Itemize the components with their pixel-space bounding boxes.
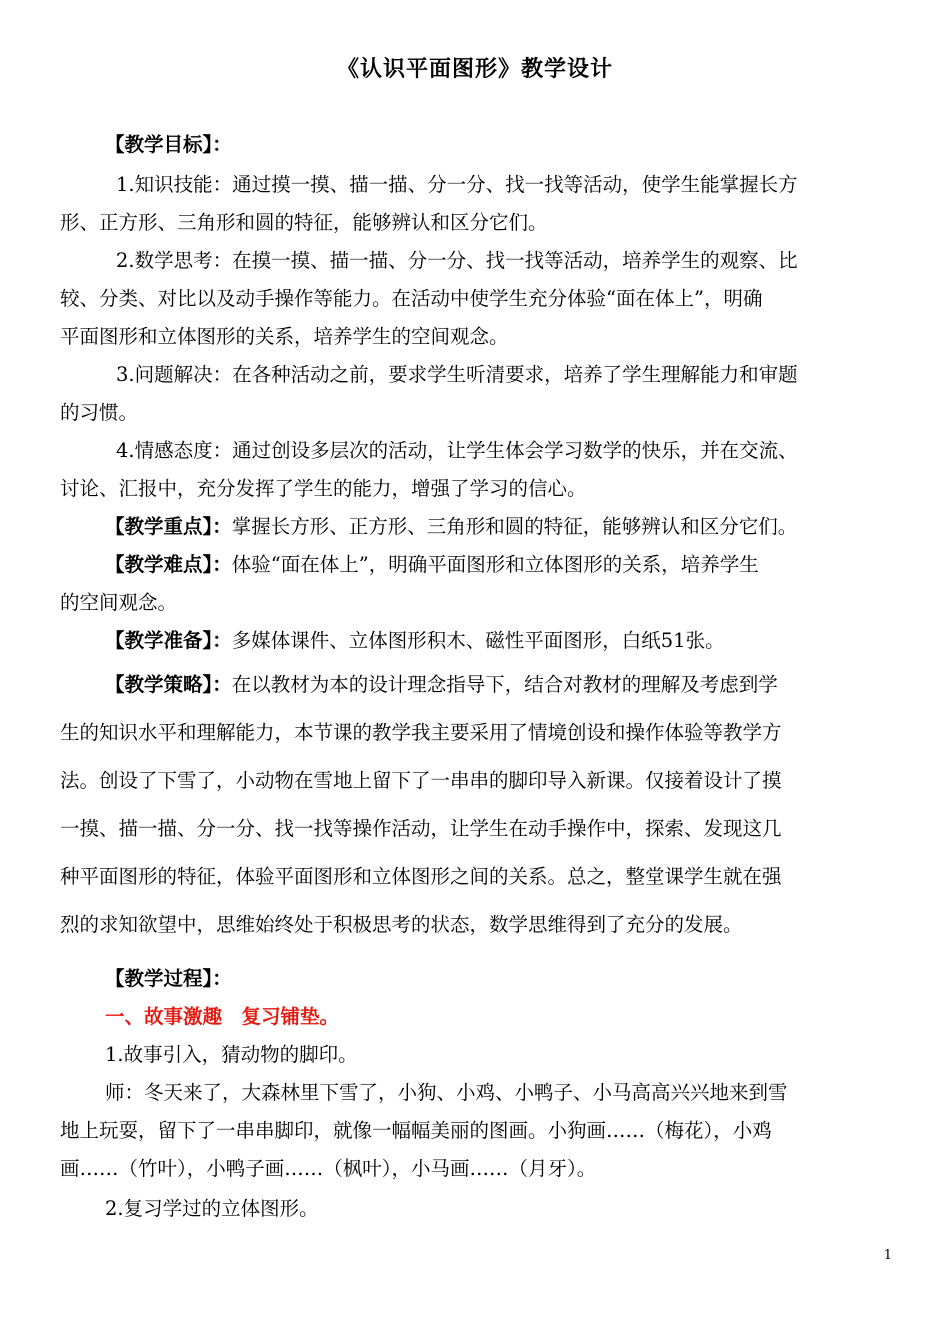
process-heading: 【教学过程】：	[105, 967, 232, 990]
story-line-1: 师：冬天来了，大森林里下雪了，小狗、小鸡、小鸭子、小马高高兴兴地来到雪	[105, 1081, 788, 1104]
objective-3-line-2: 的习惯。	[60, 401, 139, 424]
preparation-text: 多媒体课件、立体图形积木、磁性平面图形，白纸51张。	[231, 629, 725, 652]
story-line-3: 画……（竹叶），小鸭子画……（枫叶），小马画……（月牙）。	[60, 1157, 597, 1180]
step-2: 2.复习学过的立体图形。	[105, 1197, 319, 1220]
strategy-paragraph	[105, 672, 778, 698]
difficulties-line-2: 的空间观念。	[60, 591, 178, 614]
strategy-text: 在以教材为本的设计理念指导下，结合对教材的理解及考虑到学	[231, 673, 778, 696]
document-title: 《认识平面图形》教学设计	[336, 56, 613, 82]
key-points-text: 掌握长方形、正方形、三角形和圆的特征，能够辨认和区分它们。	[231, 515, 798, 538]
strategy-line-6: 烈的求知欲望中，思维始终处于积极思考的状态，数学思维得到了充分的发展。	[60, 913, 743, 936]
objective-3-line-1: 3.问题解决：在各种活动之前，要求学生听清要求，培养了学生理解能力和审题	[116, 363, 798, 386]
preparation-heading: 【教学准备】：	[105, 629, 232, 652]
objective-2-line-1: 2.数学思考：在摸一摸、描一描、分一分、找一找等活动，培养学生的观察、比	[116, 249, 798, 272]
strategy-line-5: 种平面图形的特征，体验平面图形和立体图形之间的关系。总之，整堂课学生就在强	[60, 865, 782, 888]
step-1: 1.故事引入，猜动物的脚印。	[105, 1043, 358, 1066]
difficulties-text: 体验“面在体上”，明确平面图形和立体图形的关系，培养学生	[231, 553, 759, 576]
preparation-paragraph	[105, 628, 725, 654]
objective-2-line-3: 平面图形和立体图形的关系，培养学生的空间观念。	[60, 325, 509, 348]
objectives-heading: 【教学目标】：	[105, 133, 232, 156]
story-line-2: 地上玩耍，留下了一串串脚印，就像一幅幅美丽的图画。小狗画……（梅花），小鸡	[60, 1119, 772, 1142]
strategy-line-2: 生的知识水平和理解能力，本节课的教学我主要采用了情境创设和操作体验等教学方	[60, 721, 782, 744]
strategy-line-4: 一摸、描一描、分一分、找一找等操作活动，让学生在动手操作中，探索、发现这几	[60, 817, 782, 840]
key-points-paragraph	[105, 514, 797, 540]
key-points-heading: 【教学重点】：	[105, 515, 232, 538]
difficulties-heading: 【教学难点】：	[105, 553, 232, 576]
strategy-heading: 【教学策略】：	[105, 673, 232, 696]
objective-1-line-2: 形、正方形、三角形和圆的特征，能够辨认和区分它们。	[60, 211, 548, 234]
objective-2-line-2: 较、分类、对比以及动手操作等能力。在活动中使学生充分体验“面在体上”，明确	[60, 287, 763, 310]
objective-4-line-1: 4.情感态度：通过创设多层次的活动，让学生体会学习数学的快乐，并在交流、	[116, 439, 798, 462]
page-number: 1	[883, 1248, 892, 1263]
section-1-heading: 一、故事激趣 复习铺垫。	[105, 1005, 340, 1028]
difficulties-paragraph	[105, 552, 759, 578]
objective-4-line-2: 讨论、汇报中，充分发挥了学生的能力，增强了学习的信心。	[60, 477, 587, 500]
strategy-line-3: 法。创设了下雪了，小动物在雪地上留下了一串串的脚印导入新课。仅接着设计了摸	[60, 769, 782, 792]
objective-1-line-1: 1.知识技能：通过摸一摸、描一描、分一分、找一找等活动，使学生能掌握长方	[116, 173, 798, 196]
